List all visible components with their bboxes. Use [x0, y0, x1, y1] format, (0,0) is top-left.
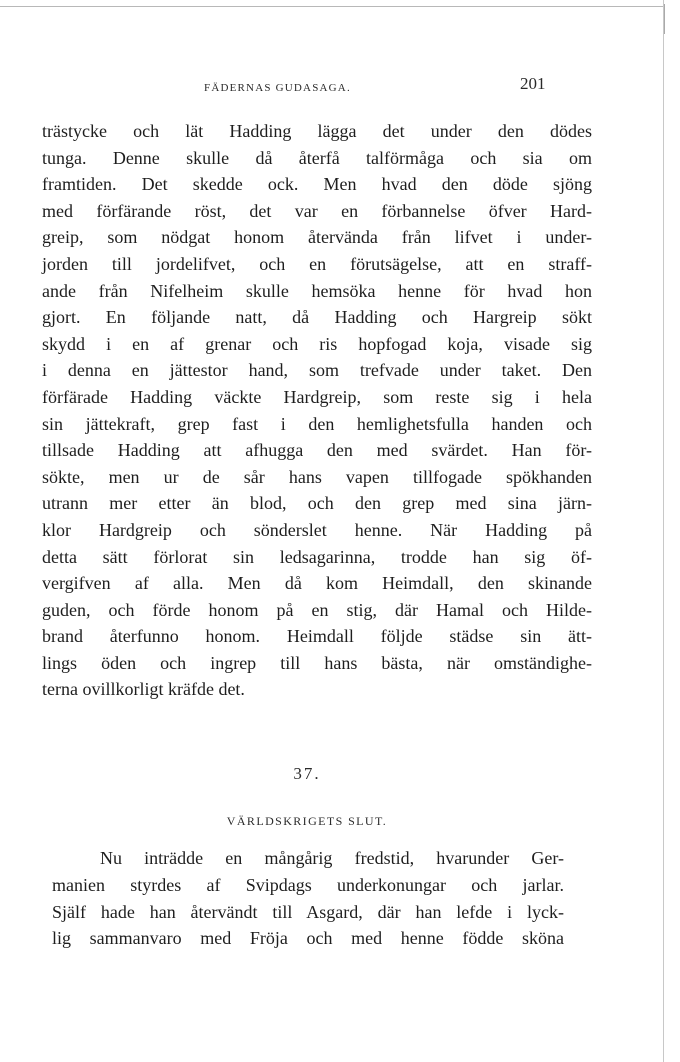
text-line: guden, och förde honom på en stig, där Hamal och Hilde-: [42, 599, 592, 620]
text-line: vergifven af alla. Men då kom Heimdall, den skinande: [42, 573, 592, 594]
body-paragraph: [42, 118, 592, 703]
text-line: Nu inträdde en mångårig fredstid, hvarunder Ger-: [100, 848, 564, 868]
text-line: skydd i en af grenar och ris hopfogad koja, visade sig: [42, 333, 592, 354]
text-line: terna ovillkorligt kräfde det.: [42, 679, 245, 700]
top-edge-rule: [0, 6, 664, 7]
text-line: gjort. En följande natt, då Hadding och Hargreip sökt: [42, 307, 592, 328]
text-line: detta sätt förlorat sin ledsagarinna, trodde han sig öf-: [42, 546, 592, 567]
text-line: sökte, men ur de sår hans vapen tillfogade spökhanden: [42, 466, 592, 487]
page-number: 201: [520, 74, 546, 93]
text-line: klor Hardgreip och sönderslet henne. När Hadding på: [42, 519, 592, 540]
text-line: sin jättekraft, grep fast i den hemlighetsfulla handen och: [42, 413, 592, 434]
text-line: brand återfunno honom. Heimdall följde städse sin ätt-: [42, 626, 592, 647]
text-line: greip, som nödgat honom återvända från lifvet i under-: [42, 227, 592, 248]
right-edge-rule: [663, 0, 664, 1062]
text-line: ande från Nifelheim skulle hemsöka henne för hvad hon: [42, 280, 592, 301]
text-line: manien styrdes af Svipdags underkonungar och jarlar.: [52, 874, 564, 895]
section-title: VÄRLDSKRIGETS SLUT.: [226, 814, 388, 828]
text-line: trästycke och lät Hadding lägga det under den dödes: [42, 121, 592, 141]
corner-mark: [664, 4, 670, 34]
section-number: 37.: [293, 764, 321, 783]
section-paragraph: [52, 845, 564, 952]
text-line: med förfärande röst, det var en förbannelse öfver Hard-: [42, 200, 592, 221]
text-line: Själf hade han återvändt till Asgard, där han lefde i lyck-: [52, 901, 564, 922]
text-line: jorden till jordelifvet, och en förutsägelse, att en straff-: [42, 253, 592, 274]
text-line: tunga. Denne skulle då återfå talförmåga och sia om: [42, 147, 592, 168]
text-line: förfärade Hadding väckte Hardgreip, som reste sig i hela: [42, 386, 592, 407]
text-line: tillsade Hadding att afhugga den med svärdet. Han för-: [42, 440, 592, 461]
text-line: framtiden. Det skedde ock. Men hvad den döde sjöng: [42, 174, 592, 195]
running-head: FÄDERNAS GUDASAGA.: [204, 82, 351, 94]
text-line: lings öden och ingrep till hans bästa, när omständighe-: [42, 652, 592, 673]
text-line: lig sammanvaro med Fröja och med henne födde sköna: [52, 928, 564, 949]
text-line: utrann mer etter än blod, och den grep med sina järn-: [42, 493, 592, 514]
text-line: i denna en jättestor hand, som trefvade under taket. Den: [42, 360, 592, 381]
